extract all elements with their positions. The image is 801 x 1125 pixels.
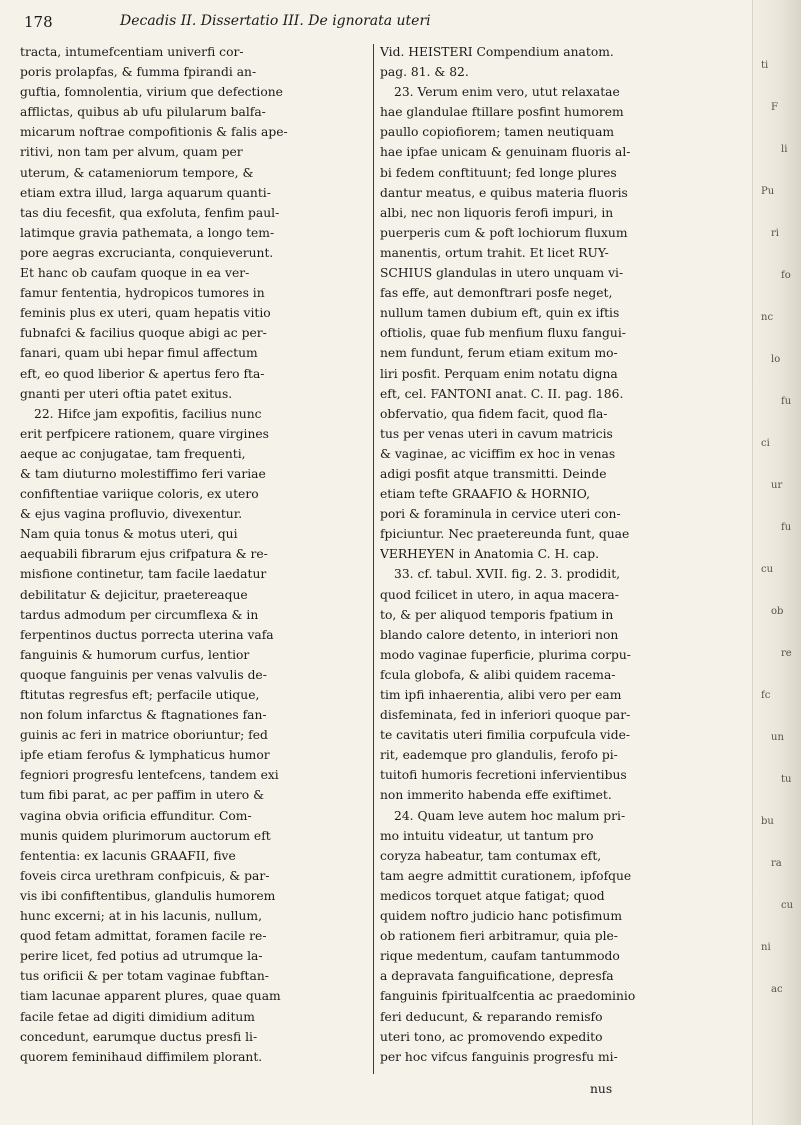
left-column-line: vagina obvia orificia effunditur. Com- xyxy=(20,808,252,823)
right-column-line: paullo copiofiorem; tamen neutiquam xyxy=(380,125,615,140)
left-column-line: poris prolapfas, & fumma fpirandi an- xyxy=(20,65,257,80)
left-column-line: tardus admodum per circumflexa & in xyxy=(20,607,259,622)
right-column-line: to, & per aliquod temporis fpatium in xyxy=(380,607,614,622)
right-column-line: etiam tefte GRAAFIO & HORNIO, xyxy=(380,487,590,502)
right-column-line: nem fundunt, ferum etiam exitum mo- xyxy=(380,346,618,361)
left-column-line: pore aegras excrucianta, conquieverunt. xyxy=(20,245,274,260)
right-column-line: tuitofi humoris fecretioni infervientibus xyxy=(380,768,627,783)
right-column-line: te cavitatis uteri fimilia corpufcula vide- xyxy=(380,728,631,743)
left-column-line: ferpentinos ductus porrecta uterina vafa xyxy=(20,627,274,642)
left-column-line: munis quidem plurimorum auctorum eft xyxy=(20,828,271,843)
right-column-line: Vid. HEISTERI Compendium anatom. xyxy=(380,45,614,59)
right-column-line: albi, nec non liquoris ferofi impuri, in xyxy=(380,205,614,220)
right-column-line: eft, cel. FANTONI anat. C. II. pag. 186. xyxy=(380,386,624,401)
left-column-line: misfione continetur, tam facile laedatur xyxy=(20,567,267,582)
edge-fragment: ra xyxy=(771,858,782,869)
edge-fragment: cu xyxy=(781,900,794,911)
left-column-line: tas diu fecesfit, qua exfoluta, fenfim paul- xyxy=(20,205,280,220)
left-column-line: eft, eo quod liberior & apertus fero fta- xyxy=(20,366,265,381)
edge-fragment: ci xyxy=(761,438,770,449)
right-column-line: blando calore detento, in interiori non xyxy=(380,627,619,642)
left-column-line: vis ibi confiftentibus, glandulis humorem xyxy=(20,888,276,903)
edge-fragment: fu xyxy=(781,522,792,533)
right-column-line: per hoc vifcus fanguinis progresfu mi- xyxy=(380,1049,618,1064)
left-column-line: fanguinis & humorum curfus, lentior xyxy=(20,647,250,662)
left-column-line: tus orificii & per totam vaginae fubftan- xyxy=(20,969,269,984)
edge-fragment: F xyxy=(771,102,778,113)
right-text-column xyxy=(380,42,742,1082)
right-column-line: nullum tamen dubium eft, quin ex iftis xyxy=(380,306,620,321)
left-column-line: aeque ac conjugatae, tam frequenti, xyxy=(20,446,246,461)
running-header xyxy=(20,10,790,36)
left-column-line: debilitatur & dejicitur, praetereaque xyxy=(20,587,248,602)
right-column-line: rit, eademque pro glandulis, ferofo pi- xyxy=(380,748,618,763)
right-column-line: quidem noftro judicio hanc potisfimum xyxy=(380,909,622,924)
right-column-line: 33. cf. tabul. XVII. fig. 2. 3. prodidit, xyxy=(394,567,621,582)
right-column-line: fpiciuntur. Nec praetereunda funt, quae xyxy=(380,527,630,542)
left-column-line: non folum infarctus & ftagnationes fan- xyxy=(20,708,267,723)
edge-fragment: fo xyxy=(781,270,791,281)
right-column-line: pag. 81. & 82. xyxy=(380,65,469,80)
edge-fragment: cu xyxy=(761,564,774,575)
left-column-line: concedunt, earumque ductus presfi li- xyxy=(20,1029,258,1044)
right-column-line: obfervatio, qua fidem facit, quod fla- xyxy=(380,406,608,421)
edge-fragment: Pu xyxy=(761,186,775,197)
left-text-column xyxy=(20,42,367,1082)
left-column-line: tum fibi parat, ac per paffim in utero & xyxy=(20,788,265,803)
edge-fragment: ti xyxy=(761,60,769,71)
edge-fragment: ur xyxy=(771,480,783,491)
edge-fragment: bu xyxy=(761,816,774,827)
left-column-line: ftitutas regresfus eft; perfacile utique, xyxy=(20,688,260,702)
right-column-line: fcula globofa, & alibi quidem racema- xyxy=(380,667,616,682)
edge-fragment: nc xyxy=(761,312,774,323)
left-column-line: guftia, fomnolentia, virium que defectione xyxy=(20,85,283,100)
left-column-line: ritivi, non tam per alvum, quam per xyxy=(20,145,243,160)
right-column-line: rique medentum, caufam tantummodo xyxy=(380,949,620,964)
left-column-line: 22. Hifce jam expofitis, facilius nunc xyxy=(34,406,262,421)
edge-fragment: fc xyxy=(761,690,771,701)
left-column-line: quorem feminihaud diffimilem plorant. xyxy=(20,1049,263,1064)
right-column-line: SCHIUS glandulas in utero unquam vi- xyxy=(380,266,624,281)
adjacent-page-edge xyxy=(752,0,801,1125)
edge-fragment: ob xyxy=(771,606,784,617)
left-column-line: ipfe etiam ferofus & lymphaticus humor xyxy=(20,748,270,763)
left-column-line: fanari, quam ubi hepar fimul affectum xyxy=(20,346,258,361)
right-column-line: ob rationem fieri arbitramur, quia ple- xyxy=(380,929,618,944)
right-column-line: mo intuitu videatur, ut tantum pro xyxy=(380,828,594,843)
left-column-line: micarum noftrae compofitionis & falis ape- xyxy=(20,125,288,140)
running-title: Decadis II. Dissertatio III. De ignorata uteri xyxy=(120,13,431,29)
right-column-line: feri deducunt, & reparando remisfo xyxy=(380,1009,603,1024)
right-column-line: 24. Quam leve autem hoc malum pri- xyxy=(394,808,626,823)
right-column-line: puerperis cum & poft lochiorum fluxum xyxy=(380,225,628,240)
right-column-line: & vaginae, ac viciffim ex hoc in venas xyxy=(380,446,616,461)
right-column-line: pori & foraminula in cervice uteri con- xyxy=(380,507,621,522)
left-column-line: famur fententia, hydropicos tumores in xyxy=(20,286,265,301)
right-column-line: non immerito habenda effe exiftimet. xyxy=(380,788,612,803)
edge-fragment: fu xyxy=(781,396,792,407)
left-column-line: & ejus vagina profluvio, divexentur. xyxy=(20,507,243,522)
right-column-line: medicos torquet atque fatigat; quod xyxy=(380,888,605,903)
right-column-line: bi fedem conftituunt; fed longe plures xyxy=(380,165,617,180)
edge-fragment: ac xyxy=(771,984,783,995)
left-column-line: Et hanc ob caufam quoque in ea ver- xyxy=(20,266,250,281)
right-column-line: VERHEYEN in Anatomia C. H. cap. xyxy=(380,547,599,562)
right-column-line: liri posfit. Perquam enim notatu digna xyxy=(380,366,618,381)
page-number: 178 xyxy=(24,13,53,31)
left-column-line: facile fetae ad digiti dimidium aditum xyxy=(20,1009,255,1024)
right-column-line: tam aegre admittit curationem, ipfofque xyxy=(380,868,632,883)
left-column-line: feminis plus ex uteri, quam hepatis vitio xyxy=(20,306,271,321)
left-column-line: confiftentiae variique coloris, ex utero xyxy=(20,487,259,502)
right-column-line: dantur meatus, e quibus materia fluoris xyxy=(380,185,628,200)
right-column-line: a depravata fanguificatione, depresfa xyxy=(380,969,614,984)
right-column-line: hae ipfae unicam & genuinam fluoris al- xyxy=(380,145,631,160)
left-column-line: gnanti per uteri oftia patet exitus. xyxy=(20,386,233,401)
left-column-line: Nam quia tonus & motus uteri, qui xyxy=(20,527,238,542)
right-column-line: quod fcilicet in utero, in aqua macera- xyxy=(380,587,619,602)
left-column-line: etiam extra illud, larga aquarum quanti- xyxy=(20,185,271,200)
left-column-line: tiam lacunae apparent plures, quae quam xyxy=(20,989,281,1004)
left-column-line: foveis circa urethram confpicuis, & par- xyxy=(20,868,270,883)
right-column-line: disfeminata, fed in inferiori quoque par- xyxy=(380,708,631,723)
left-column-line: quod fetam admittat, foramen facile re- xyxy=(20,929,267,944)
column-divider xyxy=(373,44,374,1074)
edge-fragment: ni xyxy=(761,942,771,953)
left-column-line: fegniori progresfu lentefcens, tandem exi xyxy=(20,768,279,783)
right-column-line: 23. Verum enim vero, utut relaxatae xyxy=(394,85,620,100)
right-column-line: fanguinis fpiritualfcentia ac praedominio xyxy=(380,989,636,1004)
right-column-line: manentis, ortum trahit. Et licet RUY- xyxy=(380,245,609,260)
left-column-line: erit perfpicere rationem, quare virgines xyxy=(20,426,269,441)
left-column-line: aequabili fibrarum ejus crifpatura & re- xyxy=(20,547,268,562)
left-column-line: afflictas, quibus ab ufu pilularum balfa- xyxy=(20,105,266,120)
right-column-line: tim ipfi inhaerentia, alibi vero per eam xyxy=(380,688,622,702)
left-column-line: hunc excerni; at in his lacunis, nullum, xyxy=(20,909,262,924)
edge-fragment: un xyxy=(771,732,784,743)
left-column-line: quoque fanguinis per venas valvulis de- xyxy=(20,667,267,682)
right-column-line: coryza habeatur, tam contumax eft, xyxy=(380,848,602,863)
left-column-line: fubnafci & facilius quoque abigi ac per- xyxy=(20,326,267,341)
edge-fragment: lo xyxy=(771,354,781,365)
left-column-line: tracta, intumefcentiam univerfi cor- xyxy=(20,45,244,59)
edge-fragment: li xyxy=(781,144,788,155)
right-column-line: fas effe, aut demonftrari posfe neget, xyxy=(380,286,613,301)
left-column-line: fententia: ex lacunis GRAAFII, five xyxy=(20,848,236,863)
right-column-line: oftiolis, quae fub menfium fluxu fangui- xyxy=(380,326,626,341)
catchword: nus xyxy=(590,1082,613,1096)
edge-fragment: ri xyxy=(771,228,779,239)
left-column-line: perire licet, fed potius ad utrumque la- xyxy=(20,949,263,964)
left-column-line: & tam diuturno molestiffimo feri variae xyxy=(20,466,266,481)
right-column-line: hae glandulae ftillare posfint humorem xyxy=(380,105,624,120)
left-column-line: latimque gravia pathemata, a longo tem- xyxy=(20,225,275,240)
edge-fragment: tu xyxy=(781,774,792,785)
left-column-line: guinis ac feri in matrice oboriuntur; fed xyxy=(20,728,268,743)
right-column-line: adigi posfit atque transmitti. Deinde xyxy=(380,466,607,481)
edge-fragment: re xyxy=(781,648,792,659)
right-column-line: tus per venas uteri in cavum matricis xyxy=(380,426,613,441)
left-column-line: uterum, & catameniorum tempore, & xyxy=(20,165,254,180)
right-column-line: modo vaginae fuperficie, plurima corpu- xyxy=(380,647,631,662)
right-column-line: uteri tono, ac promovendo expedito xyxy=(380,1029,603,1044)
